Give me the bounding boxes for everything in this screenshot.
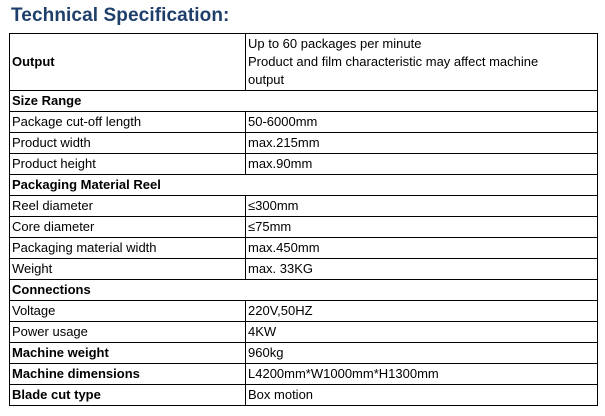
row-label: Core diameter — [10, 217, 246, 238]
row-value: Box motion — [246, 385, 598, 406]
table-row — [10, 34, 598, 91]
row-label: Machine dimensions — [10, 364, 246, 385]
row-label: Weight — [10, 259, 246, 280]
row-label: Product height — [10, 154, 246, 175]
section-row — [10, 175, 598, 196]
row-value: 4KW — [246, 322, 598, 343]
row-label: Reel diameter — [10, 196, 246, 217]
value-line: Product and film characteristic may affect machine — [248, 54, 539, 69]
table-row — [10, 196, 598, 217]
row-label: Power usage — [10, 322, 246, 343]
table-row — [10, 364, 598, 385]
row-label: Product width — [10, 133, 246, 154]
row-label: Voltage — [10, 301, 246, 322]
table-row — [10, 259, 598, 280]
row-value: L4200mm*W1000mm*H1300mm — [246, 364, 598, 385]
row-label: Blade cut type — [10, 385, 246, 406]
table-row — [10, 217, 598, 238]
section-heading: Connections — [10, 280, 598, 301]
row-value: 960kg — [246, 343, 598, 364]
row-value: max.450mm — [246, 238, 598, 259]
row-label: Packaging material width — [10, 238, 246, 259]
table-row — [10, 343, 598, 364]
section-heading: Size Range — [10, 91, 598, 112]
row-label: Machine weight — [10, 343, 246, 364]
table-row — [10, 133, 598, 154]
table-row — [10, 238, 598, 259]
value-line: Up to 60 packages per minute — [248, 36, 422, 51]
row-value — [246, 34, 598, 91]
row-value: max.215mm — [246, 133, 598, 154]
table-row — [10, 385, 598, 406]
row-label: Output — [10, 34, 246, 91]
row-label: Package cut-off length — [10, 112, 246, 133]
spec-table — [9, 33, 598, 406]
row-value: ≤300mm — [246, 196, 598, 217]
table-row — [10, 112, 598, 133]
page-title: Technical Specification: — [11, 5, 230, 26]
value-line: output — [248, 72, 285, 87]
row-value: 220V,50HZ — [246, 301, 598, 322]
table-row — [10, 322, 598, 343]
row-value: ≤75mm — [246, 217, 598, 238]
section-row — [10, 91, 598, 112]
section-row — [10, 280, 598, 301]
table-row — [10, 154, 598, 175]
row-value: max. 33KG — [246, 259, 598, 280]
row-value: max.90mm — [246, 154, 598, 175]
row-value: 50-6000mm — [246, 112, 598, 133]
section-heading: Packaging Material Reel — [10, 175, 598, 196]
table-row — [10, 301, 598, 322]
